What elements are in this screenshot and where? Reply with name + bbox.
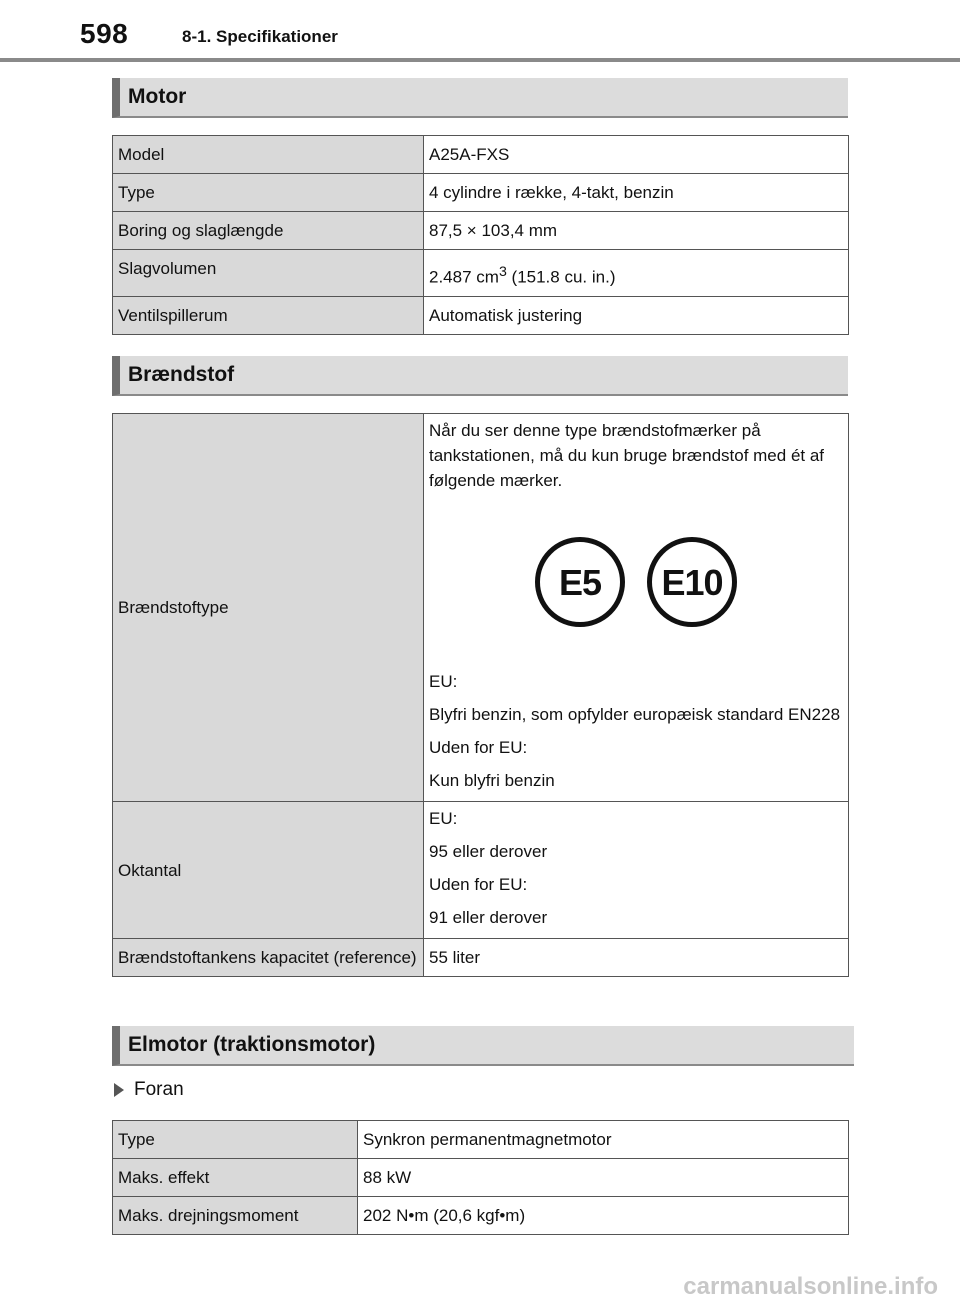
row-key: Maks. effekt (113, 1159, 358, 1197)
table-row (113, 212, 849, 250)
table-row (113, 174, 849, 212)
octane-value (424, 802, 849, 939)
header-rule (0, 58, 960, 62)
fuel-line: EU: (429, 672, 458, 691)
row-value: A25A-FXS (424, 136, 849, 174)
motor-table (112, 135, 849, 335)
bullet-label: Foran (134, 1079, 184, 1100)
table-row (113, 414, 849, 802)
chapter-title: 8-1. Specifikationer (182, 27, 338, 46)
octane-line: 95 eller derover (429, 842, 548, 861)
row-key: Brændstoftankens kapacitet (reference) (113, 939, 424, 977)
section-motor-bar (112, 78, 848, 118)
page-header (0, 0, 960, 64)
watermark: carmanualsonline.info (683, 1273, 938, 1300)
fuel-intro-text: Når du ser denne type brændstofmærker på tankstationen, må du kun bruge brændstof med ét af følgende mærker. (429, 421, 825, 490)
triangle-bullet-icon (114, 1083, 124, 1097)
e10-label-icon: E10 (647, 537, 737, 627)
row-value: 55 liter (424, 939, 849, 977)
section-electric-bar (112, 1026, 854, 1066)
octane-line: 91 eller derover (429, 908, 548, 927)
row-value: Automatisk justering (424, 296, 849, 334)
fuel-line: Uden for EU: (429, 738, 528, 757)
row-key: Ventilspillerum (113, 296, 424, 334)
table-row (113, 1159, 849, 1197)
table-row (113, 1197, 849, 1235)
table-row (113, 296, 849, 334)
fuel-line: Blyfri benzin, som opfylder europæisk standard EN228 (429, 705, 841, 724)
page-number: 598 (80, 18, 129, 49)
octane-line: Uden for EU: (429, 875, 528, 894)
table-row (113, 250, 849, 297)
bullet-front (114, 1079, 184, 1101)
table-row (113, 939, 849, 977)
row-key: Type (113, 174, 424, 212)
row-value: 4 cylindre i række, 4-takt, benzin (424, 174, 849, 212)
row-key: Type (113, 1121, 358, 1159)
displacement-imperial: (151.8 cu. in.) (506, 267, 616, 287)
octane-line: EU: (429, 809, 458, 828)
row-value: 202 N•m (20,6 kgf•m) (358, 1197, 849, 1235)
row-key: Brændstoftype (113, 414, 424, 802)
row-key: Maks. drejningsmoment (113, 1197, 358, 1235)
row-key: Boring og slaglængde (113, 212, 424, 250)
fuel-type-value (424, 414, 849, 802)
row-value: 87,5 × 103,4 mm (424, 212, 849, 250)
row-key: Model (113, 136, 424, 174)
displacement-exponent: 3 (498, 264, 507, 280)
electric-table (112, 1120, 849, 1235)
row-key: Oktantal (113, 802, 424, 939)
row-value: 88 kW (358, 1159, 849, 1197)
table-row (113, 136, 849, 174)
section-title-motor: Motor (128, 85, 187, 108)
table-row (113, 1121, 849, 1159)
section-title-fuel: Brændstof (128, 363, 235, 386)
row-key: Slagvolumen (113, 250, 424, 297)
fuel-table (112, 413, 849, 977)
section-title-electric: Elmotor (traktionsmotor) (128, 1033, 376, 1056)
displacement-value: 2.487 cm (429, 267, 499, 287)
fuel-labels (429, 537, 843, 627)
fuel-line: Kun blyfri benzin (429, 771, 555, 790)
e5-label-icon: E5 (535, 537, 625, 627)
section-fuel-bar (112, 356, 848, 396)
row-value: Synkron permanentmagnetmotor (358, 1121, 849, 1159)
table-row (113, 802, 849, 939)
row-value (424, 250, 849, 297)
